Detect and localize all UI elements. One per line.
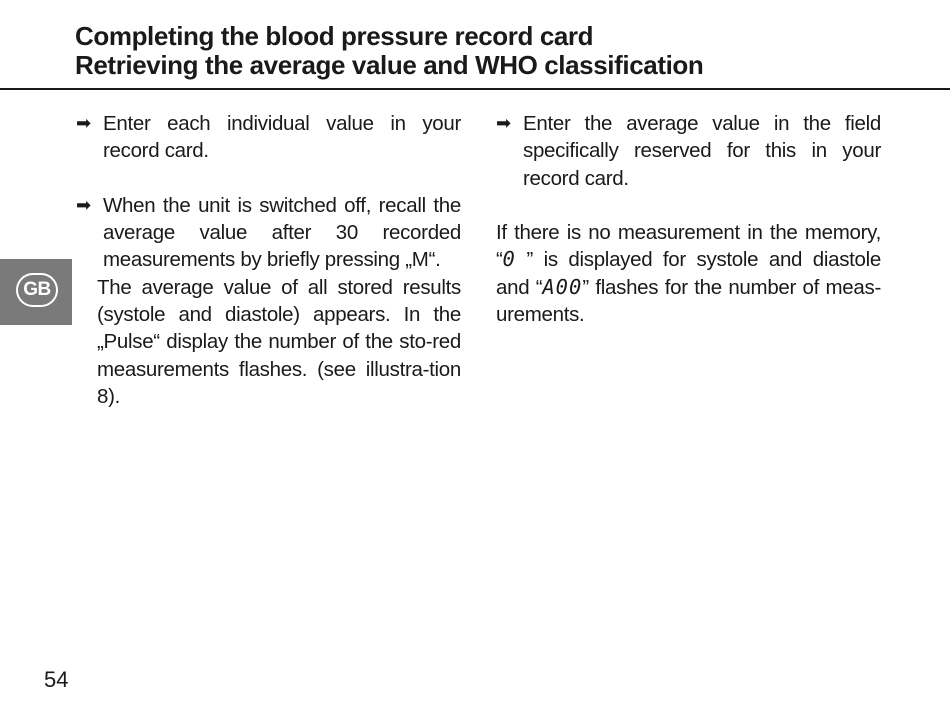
right-arrow-icon: ➡ bbox=[76, 113, 91, 133]
instruction-item bbox=[496, 110, 881, 192]
right-arrow-icon: ➡ bbox=[496, 113, 511, 133]
page-heading bbox=[75, 22, 935, 80]
page-number: 54 bbox=[44, 667, 69, 692]
no-measurement-paragraph bbox=[496, 219, 881, 328]
right-arrow-icon: ➡ bbox=[76, 194, 91, 215]
heading-line-2: Retrieving the average value and WHO classification bbox=[75, 50, 704, 80]
instruction-text: Enter the average value in the field specifically reserved for this in your record card. bbox=[523, 112, 881, 190]
language-badge: GB bbox=[16, 273, 58, 307]
lcd-a00-symbol: A00 bbox=[542, 274, 583, 299]
instruction-item bbox=[76, 110, 461, 165]
paragraph-text: If there is no measurement in the memory, “ bbox=[496, 221, 881, 272]
instruction-text: Enter each individual value in your record card. bbox=[103, 112, 461, 163]
instruction-text: When the unit is switched off, recall the average value after 30 recorded measurements by briefly pressing „M“. bbox=[103, 193, 461, 272]
lcd-zero-symbol: 0 bbox=[502, 247, 516, 272]
spacer bbox=[496, 192, 881, 219]
left-column bbox=[76, 110, 461, 410]
heading-rule bbox=[0, 88, 950, 90]
heading-line-1: Completing the blood pressure record card bbox=[75, 21, 594, 51]
spacer bbox=[76, 165, 461, 192]
instruction-paragraph: The average value of all stored results (systole and diastole) appears. In the „Pulse“ display the number of the sto-red measurements flashes. (see illustra-tion 8). bbox=[97, 275, 461, 408]
right-column bbox=[496, 110, 881, 328]
instruction-item bbox=[76, 192, 461, 274]
paragraph-text: ” is displayed for systole and diastole and “ bbox=[496, 248, 881, 299]
language-tab bbox=[0, 259, 72, 325]
paragraph-text: ” flashes for the number of meas-urements. bbox=[496, 275, 881, 327]
